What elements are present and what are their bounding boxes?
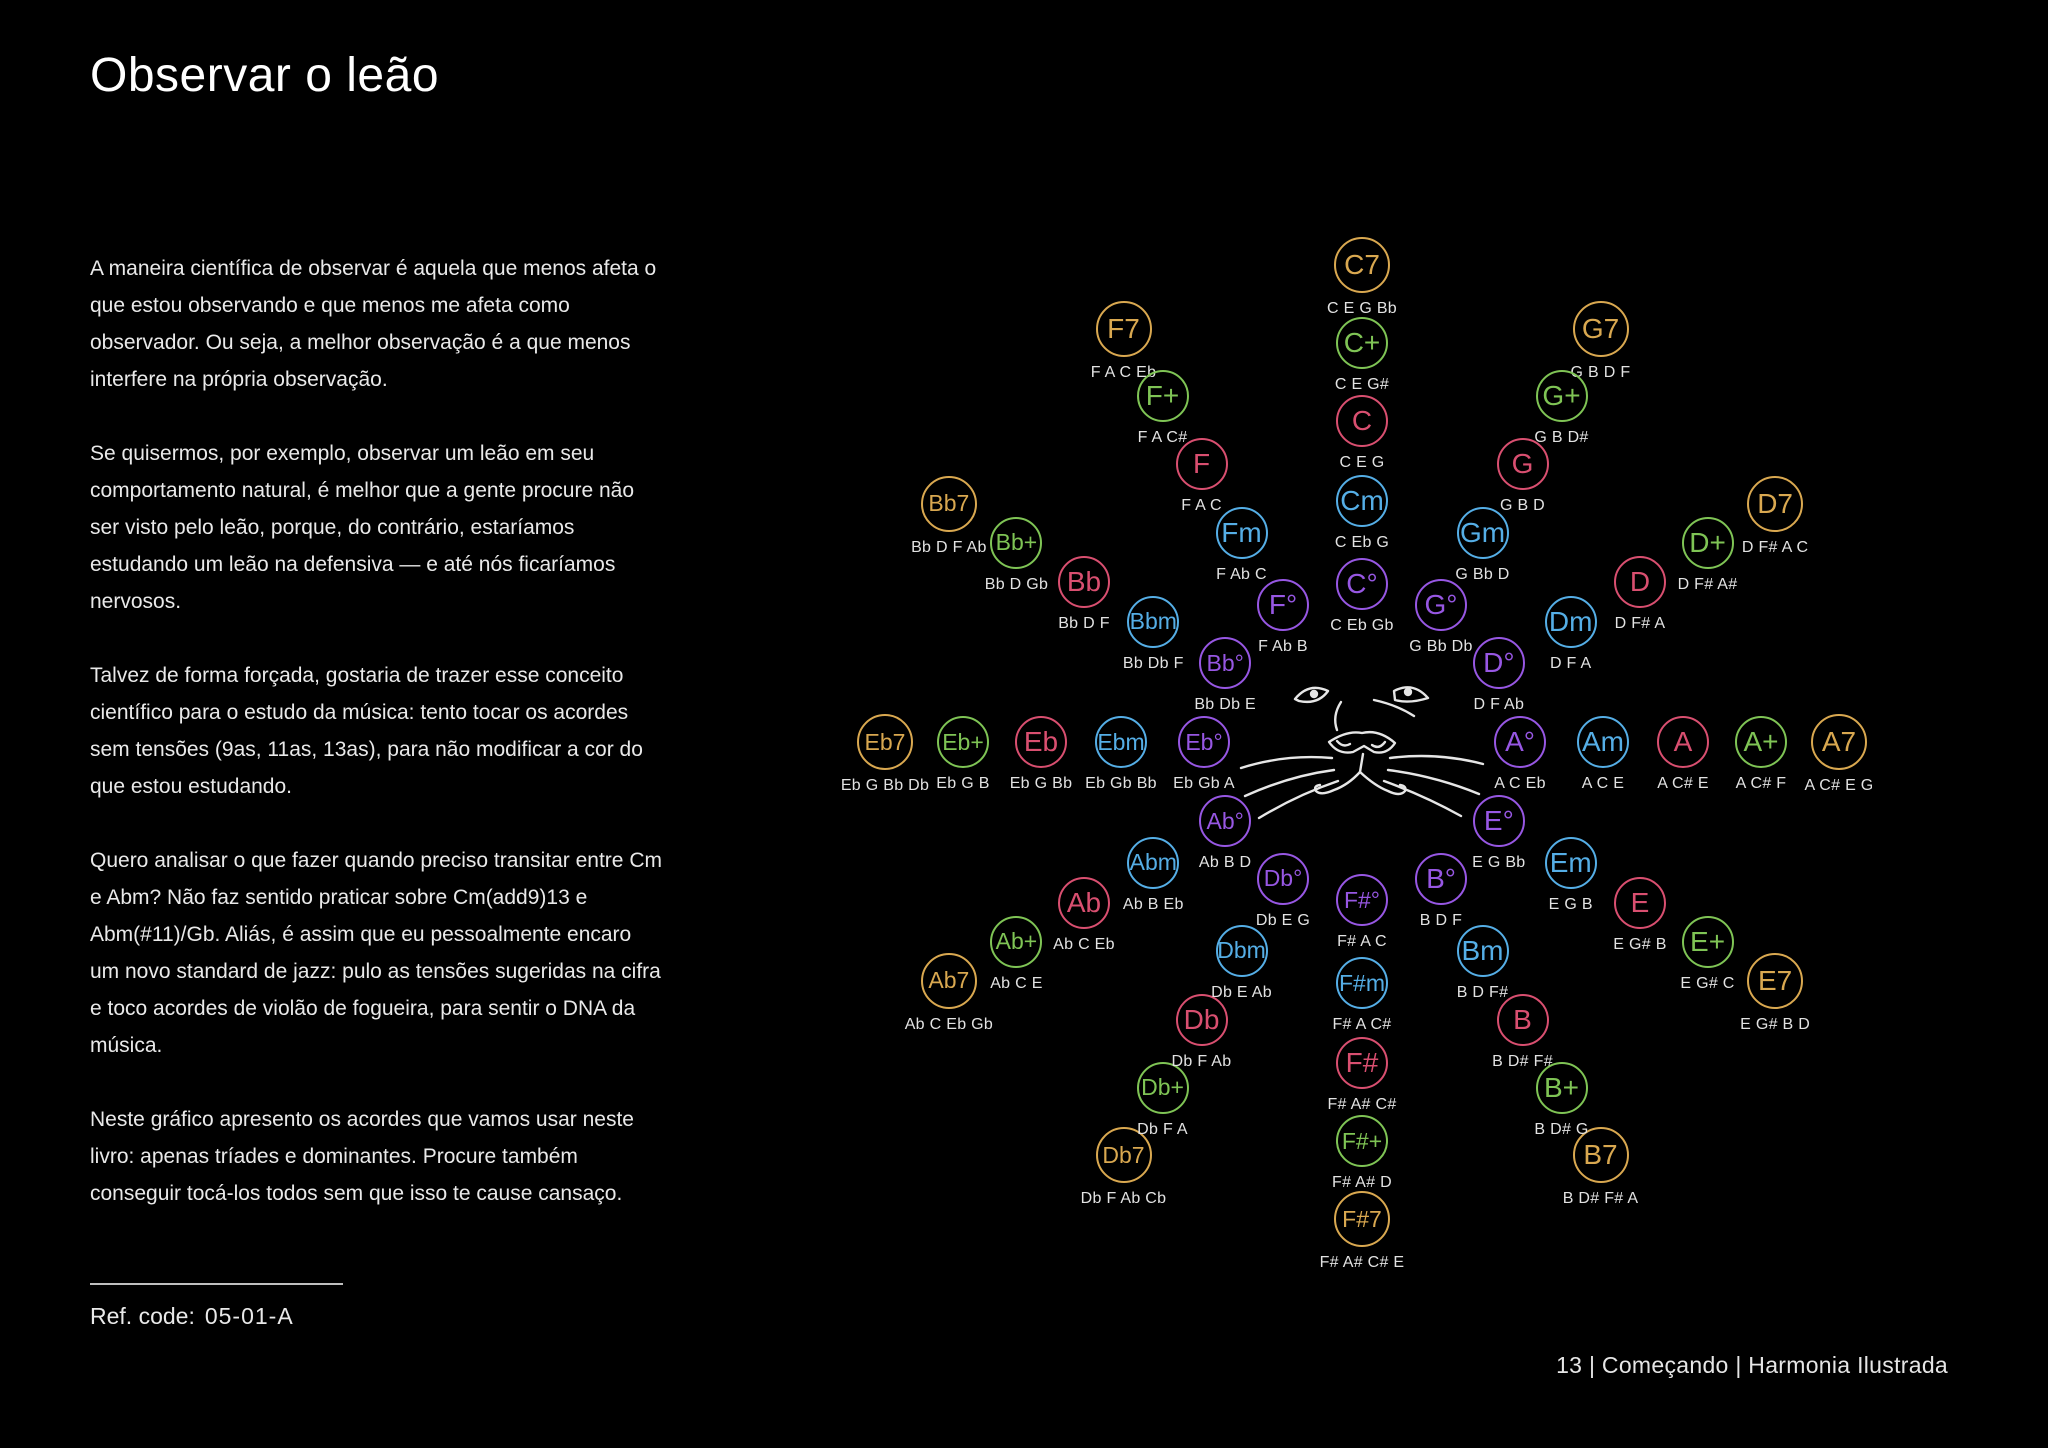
chord-notes-gaug: G B D# (1534, 429, 1589, 447)
chord-dm: Dm (1545, 596, 1597, 648)
chord-g: G (1497, 438, 1549, 490)
lion-left-pupil (1310, 690, 1318, 698)
chord-eb7: Eb7 (857, 714, 913, 770)
chord-a7: A7 (1811, 714, 1867, 770)
paragraph-2: Se quisermos, por exemplo, observar um leão em seu comportamento natural, é melhor que a gente procure não ser visto pelo leão, porque, do contrário, estaríamos estudando um leão na defensiva — e até nós ficaríamos nervosos. (90, 442, 635, 613)
chord-b: B (1497, 994, 1549, 1046)
chord-dbm: Dbm (1216, 925, 1268, 977)
chord-am: Am (1577, 716, 1629, 768)
chord-notes-dbaug: Db F A (1137, 1120, 1188, 1138)
chord-ab7: Ab7 (921, 953, 977, 1009)
chord-notes-bbdim: Bb Db E (1194, 696, 1256, 713)
chord-notes-g7: G B D F (1570, 363, 1631, 381)
chord-fsharpm: F#m (1336, 957, 1388, 1009)
chord-notes-ab7: Ab C Eb Gb (904, 1015, 994, 1033)
chord-notes-caug: C E G# (1334, 376, 1390, 393)
chord-ab: Ab (1058, 877, 1110, 929)
chord-ebm: Ebm (1095, 716, 1147, 768)
chord-adim: A° (1494, 716, 1546, 768)
chord-gm: Gm (1457, 507, 1509, 559)
reference-label: Ref. code: (90, 1303, 195, 1329)
chord-notes-fsharpdim: F# A C (1337, 933, 1387, 950)
chord-notes-bb: Bb D F (1058, 614, 1110, 632)
chord-notes-ab: Ab C Eb (1053, 935, 1115, 953)
chord-abdim: Ab° (1199, 795, 1251, 847)
lion-whisker-right-3 (1384, 781, 1461, 816)
chord-fdim: F° (1257, 579, 1309, 631)
chord-notes-abdim: Ab B D (1198, 854, 1252, 871)
chord-em: Em (1545, 837, 1597, 889)
chord-fsharp7: F#7 (1334, 1191, 1390, 1247)
chord-notes-cm: C Eb G (1334, 534, 1390, 551)
lion-nostril-left (1337, 741, 1350, 745)
chord-notes-d7: D F# A C (1741, 538, 1809, 556)
chord-faug: F+ (1137, 370, 1189, 422)
chord-aaug: A+ (1735, 716, 1787, 768)
chord-notes-aaug: A C# F (1735, 775, 1787, 792)
chord-notes-gdim: G Bb Db (1409, 638, 1473, 656)
page-title: Observar o leão (90, 49, 440, 102)
chord-bdim: B° (1415, 853, 1467, 905)
chord-notes-cdim: C Eb Gb (1330, 617, 1394, 634)
chord-notes-fsharpm: F# A C# (1332, 1016, 1392, 1033)
lion-philtrum (1360, 754, 1363, 772)
chord-bbdim: Bb° (1199, 637, 1251, 689)
chord-db: Db (1176, 994, 1228, 1046)
lion-whisker-right-1 (1390, 756, 1483, 764)
chord-eb: Eb (1015, 716, 1067, 768)
chord-notes-db7: Db F Ab Cb (1080, 1190, 1167, 1208)
chord-notes-f7: F A C Eb (1090, 363, 1157, 381)
chord-dbdim: Db° (1257, 853, 1309, 905)
lion-mouth-left (1315, 772, 1360, 793)
chord-ddim: D° (1473, 637, 1525, 689)
chord-fsharpdim: F#° (1336, 874, 1388, 926)
chord-notes-edim: E G Bb (1472, 854, 1526, 871)
chord-e: E (1614, 877, 1666, 929)
chord-notes-abaug: Ab C E (990, 974, 1043, 992)
chord-ebaug: Eb+ (937, 716, 989, 768)
chord-caug: C+ (1336, 317, 1388, 369)
chord-g7: G7 (1573, 301, 1629, 357)
reference-code: 05-01-A (204, 1303, 294, 1329)
paragraph-3: Talvez de forma forçada, gostaria de trazer esse conceito científico para o estudo da música: tento tocar os acordes sem tensões (9as, 11as, 13as), para não modificar a cor do que estou estudando. (90, 664, 643, 798)
chord-notes-ebdim: Eb Gb A (1173, 775, 1235, 792)
chord-notes-d: D F# A (1614, 614, 1666, 632)
paragraph-5: Neste gráfico apresento os acordes que vamos usar neste livro: apenas tríades e dominantes. Procure também conseguir tocá-los todos sem que isso te cause cansaço. (90, 1108, 634, 1205)
chord-notes-ebaug: Eb G B (936, 775, 990, 792)
chord-fsharp: F# (1336, 1037, 1388, 1089)
chord-notes-bm: B D F# (1456, 983, 1509, 1001)
chord-fsharpaug: F#+ (1336, 1115, 1388, 1167)
chord-notes-dbdim: Db E G (1255, 911, 1311, 929)
chord-edim: E° (1473, 795, 1525, 847)
page-footer: 13 | Começando | Harmonia Ilustrada (1556, 1352, 1948, 1378)
chord-notes-ebm: Eb Gb Bb (1085, 775, 1157, 792)
chord-b7: B7 (1573, 1127, 1629, 1183)
chord-notes-f: F A C (1181, 497, 1222, 514)
chord-notes-bbaug: Bb D Gb (984, 575, 1049, 593)
lion-face-illustration (1237, 678, 1487, 843)
chord-notes-daug: D F# A# (1677, 575, 1738, 593)
chord-notes-db: Db F Ab (1171, 1052, 1232, 1070)
chord-f7: F7 (1096, 301, 1152, 357)
chord-notes-fsharpaug: F# A# D (1332, 1174, 1392, 1191)
chord-notes-faug: F A C# (1137, 429, 1188, 447)
chord-dbaug: Db+ (1137, 1062, 1189, 1114)
chord-notes-b7: B D# F# A (1562, 1190, 1639, 1208)
chord-notes-c7: C E G Bb (1327, 300, 1397, 317)
lion-mouth-right (1360, 772, 1405, 794)
chord-bbaug: Bb+ (990, 517, 1042, 569)
chord-f: F (1176, 438, 1228, 490)
chord-e7: E7 (1747, 953, 1803, 1009)
chord-notes-fdim: F Ab B (1258, 638, 1308, 656)
chord-bb7: Bb7 (921, 476, 977, 532)
chord-notes-g: G B D (1499, 497, 1546, 514)
chord-bbm: Bbm (1127, 596, 1179, 648)
lion-brow-left (1335, 702, 1341, 730)
chord-db7: Db7 (1096, 1127, 1152, 1183)
chord-abaug: Ab+ (990, 916, 1042, 968)
chord-notes-dm: D F A (1549, 654, 1592, 672)
chord-gaug: G+ (1536, 370, 1588, 422)
chord-notes-fsharp: F# A# C# (1327, 1096, 1397, 1113)
chord-bb: Bb (1058, 556, 1110, 608)
chord-notes-abm: Ab B Eb (1122, 895, 1184, 913)
chord-notes-bbm: Bb Db F (1122, 654, 1184, 672)
chord-notes-dbm: Db E Ab (1211, 983, 1272, 1001)
chord-cdim: C° (1336, 558, 1388, 610)
chord-ebdim: Eb° (1178, 716, 1230, 768)
chord-notes-adim: A C Eb (1494, 775, 1546, 792)
lion-whisker-left-1 (1241, 757, 1332, 768)
chord-notes-am: A C E (1581, 775, 1625, 792)
chord-notes-ddim: D F Ab (1473, 696, 1525, 713)
chord-c: C (1336, 395, 1388, 447)
chord-notes-e7: E G# B D (1740, 1015, 1811, 1033)
chord-cm: Cm (1336, 475, 1388, 527)
chord-notes-a7: A C# E G (1804, 777, 1874, 794)
chord-notes-a: A C# E (1657, 775, 1709, 792)
chord-notes-eaug: E G# C (1680, 974, 1735, 992)
chord-d: D (1614, 556, 1666, 608)
chord-notes-bdim: B D F (1419, 911, 1463, 929)
chord-baug: B+ (1536, 1062, 1588, 1114)
chord-notes-baug: B D# G (1534, 1120, 1589, 1138)
paragraph-4: Quero analisar o que fazer quando preciso transitar entre Cm e Abm? Não faz sentido praticar sobre Cm(add9)13 e Abm(#11)/Gb. Aliás, é assim que eu pessoalmente encaro um novo standard de jazz: pulo as tensões sugeridas na cifra e toco acordes de violão de fogueira, para sentir o DNA da música. (90, 849, 662, 1057)
chord-notes-gm: G Bb D (1455, 566, 1510, 584)
chord-gdim: G° (1415, 579, 1467, 631)
chord-daug: D+ (1682, 517, 1734, 569)
chord-abm: Abm (1127, 837, 1179, 889)
lion-whisker-right-2 (1388, 770, 1479, 794)
chord-notes-bb7: Bb D F Ab (911, 538, 987, 556)
chord-notes-eb: Eb G Bb (1009, 775, 1073, 792)
lion-nostril-right (1372, 742, 1385, 747)
chord-d7: D7 (1747, 476, 1803, 532)
chord-notes-c: C E G (1339, 454, 1385, 471)
chord-bm: Bm (1457, 925, 1509, 977)
chord-notes-fsharp7: F# A# C# E (1319, 1254, 1405, 1271)
lion-right-pupil (1404, 688, 1412, 696)
paragraph-1: A maneira científica de observar é aquela que menos afeta o que estou observando e que menos me afeta como observador. Ou seja, a melhor observação é a que menos interfere na própria observação. (90, 257, 657, 391)
chord-notes-fm: F Ab C (1216, 566, 1267, 584)
chord-notes-e: E G# B (1613, 935, 1667, 953)
chord-c7: C7 (1334, 237, 1390, 293)
chord-eaug: E+ (1682, 916, 1734, 968)
chord-a: A (1657, 716, 1709, 768)
chord-notes-em: E G B (1548, 895, 1593, 913)
chord-notes-eb7: Eb G Bb Db (840, 777, 930, 794)
chord-notes-b: B D# F# (1492, 1052, 1553, 1070)
chord-fm: Fm (1216, 507, 1268, 559)
